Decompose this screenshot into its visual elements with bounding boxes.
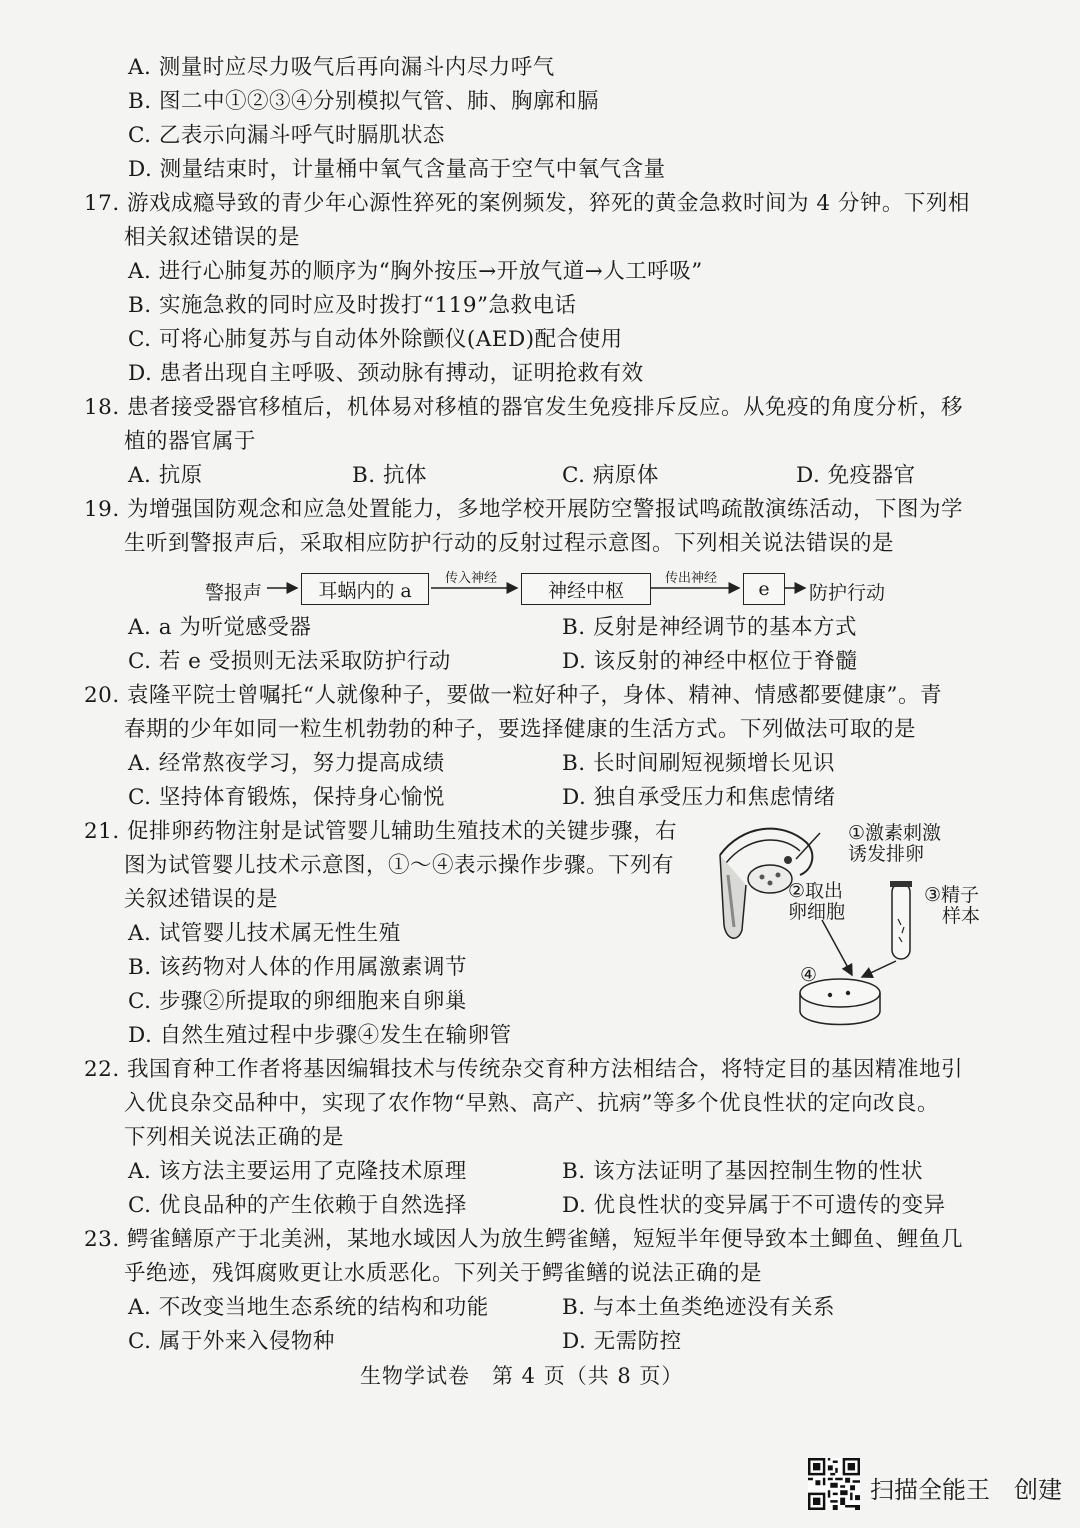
follicle-3 (776, 873, 781, 878)
q23-stem-line1: 23. 鳄雀鳝原产于北美洲，某地水域因人为放生鳄雀鳝，短短半年便导致本土鲫鱼、鲤鱼几 (84, 1227, 964, 1252)
q23-stem-line2: 乎绝迹，残饵腐败更让水质恶化。下列关于鳄雀鳝的说法正确的是 (124, 1261, 763, 1286)
q17-option-c: C. 可将心肺复苏与自动体外除颤仪(AED)配合使用 (128, 327, 623, 352)
ivf-label-step2-a: ②取出 (788, 880, 844, 902)
q20-option-b: B. 长时间刷短视频增长见识 (562, 751, 835, 776)
q17-stem-line1: 17. 游戏成瘾导致的青少年心源性猝死的案例频发，猝死的黄金急救时间为 4 分钟。下列相 (84, 191, 970, 216)
flow-end: 防护行动 (809, 582, 886, 604)
q19-option-d: D. 该反射的神经中枢位于脊髓 (562, 649, 858, 674)
ivf-label-step3-b: 样本 (942, 905, 981, 927)
flow-efferent-label: 传出神经 (665, 571, 718, 586)
q18-option-a: A. 抗原 (128, 463, 203, 488)
q19-option-c: C. 若 e 受损则无法采取防护行动 (128, 649, 451, 674)
ivf-label-step3-a: ③精子 (924, 884, 980, 906)
q22-stem-line3: 下列相关说法正确的是 (124, 1125, 345, 1150)
ivf-label-step2-b: 卵细胞 (788, 901, 846, 923)
flow-box-e-label: e (758, 578, 770, 600)
dish-cell-1 (828, 993, 832, 997)
q20-option-c: C. 坚持体育锻炼，保持身心愉悦 (128, 785, 445, 810)
q16-option-d: D. 测量结束时，计量桶中氧气含量高于空气中氧气含量 (128, 157, 666, 182)
arrow-egg-to-dish (822, 920, 852, 975)
q19-stem-line1: 19. 为增强国防观念和应急处置能力，多地学校开展防空警报试鸣疏散演练活动，下图为学 (84, 497, 964, 522)
q23-option-d: D. 无需防控 (562, 1329, 682, 1354)
scanner-watermark (808, 1458, 1068, 1514)
flow-box-cochlea-label: 耳蜗内的 a (318, 579, 412, 602)
flow-box-center-label: 神经中枢 (547, 579, 624, 602)
q21-stem-line2: 图为试管婴儿技术示意图，①～④表示操作步骤。下列有 (124, 853, 675, 878)
q21-stem-line3: 关叙述错误的是 (124, 887, 279, 912)
q22-option-a: A. 该方法主要运用了克隆技术原理 (128, 1159, 467, 1184)
q21-option-d: D. 自然生殖过程中步骤④发生在输卵管 (128, 1023, 512, 1048)
q16-option-c: C. 乙表示向漏斗呼气时膈肌状态 (128, 123, 445, 148)
page-footer: 生物学试卷 第 4 页（共 8 页） (360, 1364, 684, 1388)
q17-stem-line2: 相关叙述错误的是 (124, 225, 301, 250)
flow-box-center (521, 573, 651, 605)
qr-code-icon (808, 1458, 860, 1510)
reflex-flow-diagram (205, 570, 905, 610)
flow-start: 警报声 (205, 582, 263, 604)
test-tube-cap (890, 881, 912, 887)
q23-option-b: B. 与本土鱼类绝迹没有关系 (562, 1295, 835, 1320)
ivf-diagram (712, 815, 1002, 1040)
q17-option-d: D. 患者出现自主呼吸、颈动脉有搏动，证明抢救有效 (128, 361, 644, 386)
q22-option-b: B. 该方法证明了基因控制生物的性状 (562, 1159, 923, 1184)
q19-stem-line2: 生听到警报声后，采取相应防护行动的反射过程示意图。下列相关说法错误的是 (124, 531, 895, 556)
q22-stem-line2: 入优良杂交品种中，实现了农作物“早熟、高产、抗病”等多个优良性状的定向改良。 (124, 1091, 939, 1116)
q16-option-b: B. 图二中①②③④分别模拟气管、肺、胸廓和膈 (128, 89, 599, 114)
q23-option-a: A. 不改变当地生态系统的结构和功能 (128, 1295, 489, 1320)
flow-box-e (743, 573, 785, 605)
q18-stem-line2: 植的器官属于 (124, 429, 257, 454)
arrow-sperm-to-dish (862, 961, 896, 977)
q17-option-a: A. 进行心肺复苏的顺序为“胸外按压→开放气道→人工呼吸” (128, 259, 703, 284)
ovary (748, 865, 792, 893)
dish-cell-2 (846, 991, 850, 995)
q21-stem-line1: 21. 促排卵药物注射是试管婴儿辅助生殖技术的关键步骤，右 (84, 819, 678, 844)
q19-option-b: B. 反射是神经调节的基本方式 (562, 615, 857, 640)
q21-option-a: A. 试管婴儿技术属无性生殖 (128, 921, 401, 946)
q21-option-b: B. 该药物对人体的作用属激素调节 (128, 955, 467, 980)
follicle-2 (768, 881, 773, 886)
q18-option-c: C. 病原体 (562, 463, 659, 488)
q22-option-c: C. 优良品种的产生依赖于自然选择 (128, 1193, 467, 1218)
q20-stem-line2: 春期的少年如同一粒生机勃勃的种子，要选择健康的生活方式。下列做法可取的是 (124, 717, 917, 742)
q16-option-a: A. 测量时应尽力吸气后再向漏斗内尽力呼气 (128, 55, 555, 80)
egg-cell (784, 856, 792, 864)
flow-afferent-label: 传入神经 (445, 571, 498, 586)
q20-option-a: A. 经常熬夜学习，努力提高成绩 (128, 751, 445, 776)
ivf-label-step1-b: 诱发排卵 (848, 843, 925, 865)
scanner-brand-text: 扫描全能王 创建 (870, 1476, 1062, 1504)
q18-option-d: D. 免疫器官 (796, 463, 916, 488)
q21-option-c: C. 步骤②所提取的卵细胞来自卵巢 (128, 989, 467, 1014)
follicle-1 (760, 875, 765, 880)
q22-stem-line1: 22. 我国育种工作者将基因编辑技术与传统杂交育种方法相结合，将特定目的基因精准地引 (84, 1057, 964, 1082)
q18-option-b: B. 抗体 (352, 463, 427, 488)
q18-stem-line1: 18. 患者接受器官移植后，机体易对移植的器官发生免疫排斥反应。从免疫的角度分析，移 (84, 395, 964, 420)
q19-option-a: A. a 为听觉感受器 (128, 615, 312, 640)
q22-option-d: D. 优良性状的变异属于不可遗传的变异 (562, 1193, 946, 1218)
q20-stem-line1: 20. 袁隆平院士曾嘱托“人就像种子，要做一粒好种子，身体、精神、情感都要健康”。青 (84, 683, 943, 708)
q23-option-c: C. 属于外来入侵物种 (128, 1329, 335, 1354)
test-tube (892, 883, 910, 959)
ivf-label-step4: ④ (800, 964, 818, 986)
flow-box-cochlea (301, 573, 429, 605)
q20-option-d: D. 独自承受压力和焦虑情绪 (562, 785, 836, 810)
ivf-label-step1-a: ①激素刺激 (848, 822, 942, 844)
q17-option-b: B. 实施急救的同时应及时拨打“119”急救电话 (128, 293, 577, 318)
